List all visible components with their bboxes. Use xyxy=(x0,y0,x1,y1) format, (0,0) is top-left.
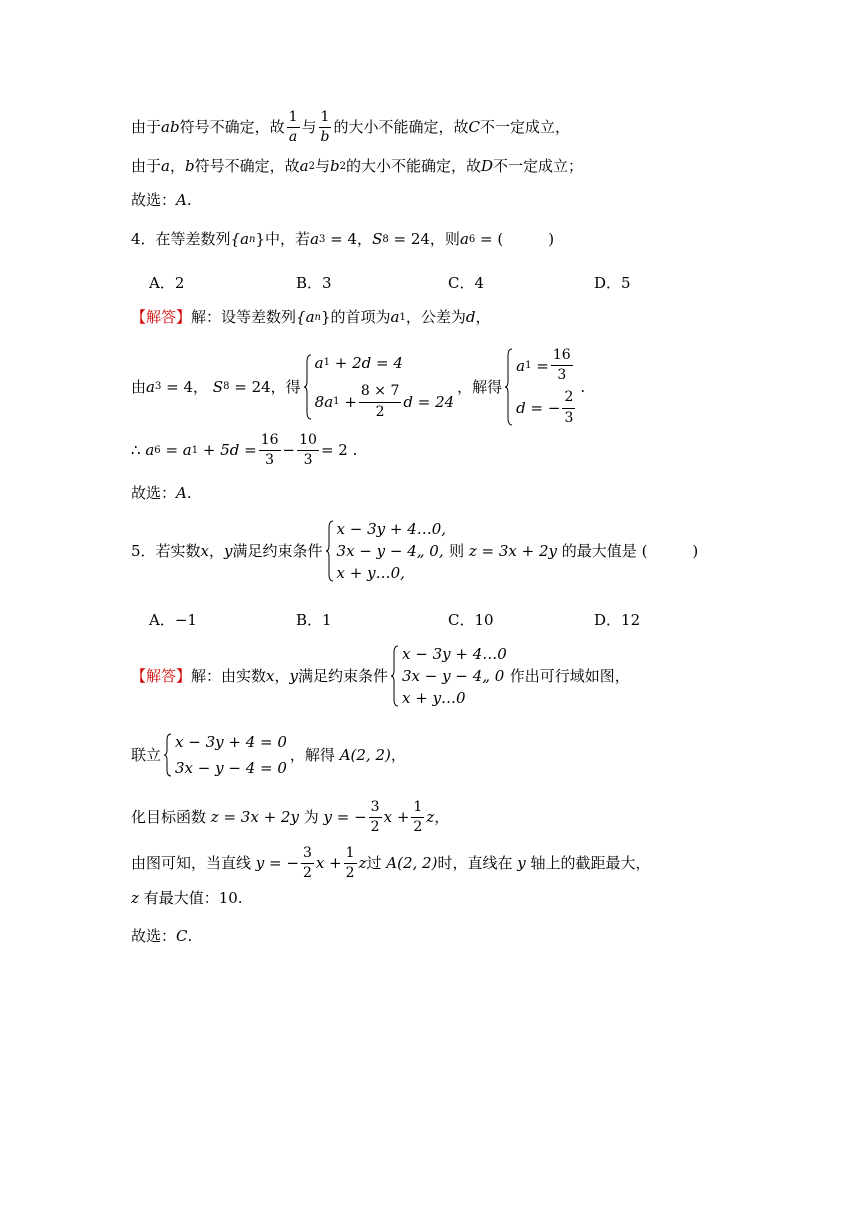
option-b: B．3 xyxy=(296,274,332,292)
option-a: A．−1 xyxy=(149,611,197,629)
math-expr: = a xyxy=(165,441,192,460)
math-var: {a xyxy=(296,308,315,326)
question-4 xyxy=(131,232,554,247)
math-var: C xyxy=(468,118,480,137)
math-var: ab xyxy=(161,118,180,137)
answer-tag: 【解答】 xyxy=(131,666,192,685)
equation-system xyxy=(304,354,454,420)
text: 满足约束条件 xyxy=(232,541,323,560)
text: 故选： xyxy=(131,191,177,209)
fraction xyxy=(562,390,575,426)
denominator: 2 xyxy=(345,865,355,882)
option-b: B．1 xyxy=(296,611,332,629)
fraction xyxy=(551,348,573,384)
text: 故选： xyxy=(131,927,177,945)
numerator: 1 xyxy=(287,110,300,128)
option-c: C．4 xyxy=(448,274,485,292)
text: = ( ) xyxy=(480,230,555,248)
text: 符号不确定，故 xyxy=(194,157,300,175)
equation-row xyxy=(516,390,577,426)
text: 故选： xyxy=(131,484,177,502)
text: ，公差为 xyxy=(405,308,466,326)
denominator: 3 xyxy=(303,452,313,469)
math-expr: A(2, 2) xyxy=(386,854,438,873)
math-var: S xyxy=(372,230,383,248)
text: ，解得 xyxy=(457,377,503,396)
solution-5-line-3 xyxy=(131,800,449,836)
equation-system xyxy=(164,733,287,777)
solution-5-line-4 xyxy=(131,846,651,882)
constraint-row: 3x − y − 4„ 0 xyxy=(402,667,505,685)
subscript: 6 xyxy=(468,233,476,245)
text: 由图可知，当直线 xyxy=(131,854,252,873)
math-expr: x + xyxy=(315,854,342,873)
text: 不一定成立； xyxy=(492,157,583,175)
math-expr: A(2, 2) xyxy=(339,745,391,764)
math-var: y xyxy=(289,666,298,685)
equation-row: x − 3y + 4 = 0 xyxy=(175,733,287,751)
math-expr: + 2d = 4 xyxy=(334,354,403,372)
math-var: 8a xyxy=(314,393,334,412)
numerator: 16 xyxy=(259,433,281,451)
text: 由 xyxy=(131,377,147,396)
text: 为 xyxy=(303,808,319,827)
operator: = xyxy=(536,356,549,375)
text: 过 xyxy=(366,854,382,873)
denominator: 3 xyxy=(557,367,567,384)
text: 4．在等差数列 xyxy=(131,230,231,248)
text: 的大小不能确定，故 xyxy=(345,157,481,175)
subscript: 8 xyxy=(382,233,389,245)
exponent: 2 xyxy=(308,160,315,172)
math-expr: z = 3x + 2y xyxy=(210,808,299,827)
text: . xyxy=(187,927,193,945)
text: 5．若实数 xyxy=(131,541,201,560)
denominator: b xyxy=(320,129,330,146)
fraction xyxy=(369,800,382,836)
answer-letter: A xyxy=(176,191,187,209)
constraint-row: x − 3y + 4…0 xyxy=(402,645,507,663)
text: = 24，则 xyxy=(393,230,460,248)
text: . xyxy=(186,191,192,209)
fraction-1-over-b xyxy=(319,110,332,146)
fraction xyxy=(411,800,424,836)
text: 与 xyxy=(314,157,330,175)
denominator: 2 xyxy=(302,865,312,882)
answer-letter: A xyxy=(176,484,187,502)
math-var: b xyxy=(329,157,340,175)
text: ， xyxy=(209,541,225,560)
text: . xyxy=(580,377,586,396)
answer-line-3 xyxy=(131,193,192,208)
math-var: S xyxy=(212,377,224,396)
math-var: x xyxy=(200,541,210,560)
math-var: a xyxy=(390,308,400,326)
denominator: 3 xyxy=(265,452,275,469)
math-expr: z = 3x + 2y xyxy=(468,541,558,560)
text: ∴ xyxy=(131,441,141,460)
solution-5-line-5 xyxy=(131,891,243,906)
text: 有最大值：10. xyxy=(143,889,243,907)
left-brace-icon xyxy=(391,645,399,707)
solution-4-line-1 xyxy=(131,310,491,325)
text: 的最大值是 ( ) xyxy=(561,541,699,560)
text: 满足约束条件 xyxy=(298,666,389,685)
numerator: 1 xyxy=(411,800,424,818)
subscript: 3 xyxy=(154,381,162,392)
text: ，解得 xyxy=(289,745,335,764)
answer-tag: 【解答】 xyxy=(131,308,192,326)
text: 由于 xyxy=(131,118,162,137)
operator: − xyxy=(282,441,296,460)
constraint-system xyxy=(326,520,447,582)
text: 符号不确定，故 xyxy=(179,118,285,137)
fraction xyxy=(359,384,401,420)
numerator: 8 × 7 xyxy=(359,384,401,402)
math-expr: y = − xyxy=(323,808,367,827)
text: 中，若 xyxy=(265,230,311,248)
answer-letter: C xyxy=(176,927,188,945)
text: = 4， xyxy=(330,230,373,248)
equation-row xyxy=(315,384,454,420)
math-var: b xyxy=(184,157,195,175)
text: 的首项为 xyxy=(330,308,391,326)
text: 时，直线在 xyxy=(437,854,513,873)
solution-5-line-1 xyxy=(131,645,630,707)
math-expr: + 5d = xyxy=(202,441,257,460)
subscript: 6 xyxy=(154,444,161,456)
fraction xyxy=(259,433,281,469)
numerator: 3 xyxy=(301,846,314,864)
math-var: y xyxy=(517,854,526,873)
numerator: 2 xyxy=(562,390,575,408)
equation-row xyxy=(516,348,577,384)
math-expr: x + xyxy=(383,808,410,827)
left-brace-icon xyxy=(326,520,334,582)
constraint-row: x + y…0, xyxy=(336,564,405,582)
text: 不一定成立， xyxy=(479,118,570,137)
text: 化目标函数 xyxy=(131,808,207,827)
math-var: z xyxy=(358,854,367,873)
denominator: a xyxy=(288,129,298,146)
math-var: a xyxy=(310,230,320,248)
numerator: 1 xyxy=(344,846,357,864)
text: 轴上的截距最大， xyxy=(530,854,651,873)
text: 由于 xyxy=(131,157,162,175)
subscript: n xyxy=(249,233,256,245)
subscript: n xyxy=(314,311,321,323)
numerator: 16 xyxy=(551,348,573,366)
denominator: 3 xyxy=(564,409,574,426)
math-var: z xyxy=(426,808,435,827)
subscript: 8 xyxy=(223,381,230,392)
equation-row xyxy=(315,354,454,372)
text: ， xyxy=(390,745,406,764)
solution-4-line-3 xyxy=(131,433,357,469)
subscript: 1 xyxy=(191,444,199,456)
math-var: a xyxy=(145,441,155,460)
text: 解：设等差数列 xyxy=(191,308,297,326)
math-expr: y = − xyxy=(255,854,299,873)
option-a: A．2 xyxy=(149,274,185,292)
subscript: 1 xyxy=(323,357,330,368)
subscript: 1 xyxy=(333,396,340,408)
constraint-row: x − 3y + 4…0, xyxy=(336,520,447,538)
math-var: y xyxy=(224,541,233,560)
math-var: a xyxy=(161,157,170,175)
fraction xyxy=(301,846,314,882)
subscript: 1 xyxy=(399,311,406,323)
math-expr: d = 24 xyxy=(403,393,455,412)
left-brace-icon xyxy=(164,733,172,777)
numerator: 1 xyxy=(319,110,332,128)
subscript: 3 xyxy=(319,233,326,245)
solution-system xyxy=(505,348,577,426)
fraction xyxy=(344,846,357,882)
text: ， xyxy=(434,808,450,827)
text: 与 xyxy=(301,118,317,137)
text: = 24，得 xyxy=(234,377,301,396)
option-c: C．10 xyxy=(448,611,494,629)
left-brace-icon xyxy=(304,354,312,420)
text: 的大小不能确定，故 xyxy=(333,118,469,137)
text: } xyxy=(255,230,266,248)
text: ， xyxy=(274,666,290,685)
left-brace-icon xyxy=(505,348,513,426)
operator: + xyxy=(344,393,357,412)
denominator: 2 xyxy=(375,403,385,420)
text: ， xyxy=(475,308,491,326)
math-var: d xyxy=(465,308,476,326)
math-var: {a xyxy=(230,230,250,248)
text: . xyxy=(186,484,192,502)
equation-row: 3x − y − 4 = 0 xyxy=(175,759,287,777)
text: 解：由实数 xyxy=(191,666,267,685)
option-d: D．5 xyxy=(594,274,631,292)
answer-line-5 xyxy=(131,929,192,944)
math-var: D xyxy=(480,157,493,175)
solution-5-line-2 xyxy=(131,733,406,777)
math-var: a xyxy=(299,157,309,175)
text: 则 xyxy=(449,541,465,560)
question-5 xyxy=(131,520,698,582)
exponent: 2 xyxy=(339,160,346,172)
text: = 2 . xyxy=(320,441,358,460)
text: = 4， xyxy=(166,377,209,396)
math-var: a xyxy=(146,377,155,396)
answer-line-4 xyxy=(131,486,192,501)
subscript: 1 xyxy=(525,359,532,371)
math-var: a xyxy=(516,356,526,375)
text: } xyxy=(320,308,331,326)
constraint-row: x + y…0 xyxy=(402,689,466,707)
solution-line-c xyxy=(131,110,570,146)
constraint-system xyxy=(391,645,507,707)
solution-line-d xyxy=(131,159,583,174)
math-var: a xyxy=(459,230,469,248)
fraction-1-over-a xyxy=(287,110,300,146)
math-var: x xyxy=(266,666,275,685)
fraction xyxy=(297,433,319,469)
text: 联立 xyxy=(131,745,162,764)
math-expr: d = − xyxy=(516,399,561,418)
math-var: z xyxy=(131,889,139,907)
text: ， xyxy=(169,157,185,175)
denominator: 2 xyxy=(370,819,380,836)
numerator: 3 xyxy=(369,800,382,818)
option-d: D．12 xyxy=(594,611,641,629)
math-var: a xyxy=(314,354,324,372)
solution-4-line-2 xyxy=(131,348,585,426)
denominator: 2 xyxy=(413,819,423,836)
text: 作出可行域如图， xyxy=(509,666,630,685)
numerator: 10 xyxy=(297,433,319,451)
constraint-row: 3x − y − 4„ 0, xyxy=(336,542,444,560)
